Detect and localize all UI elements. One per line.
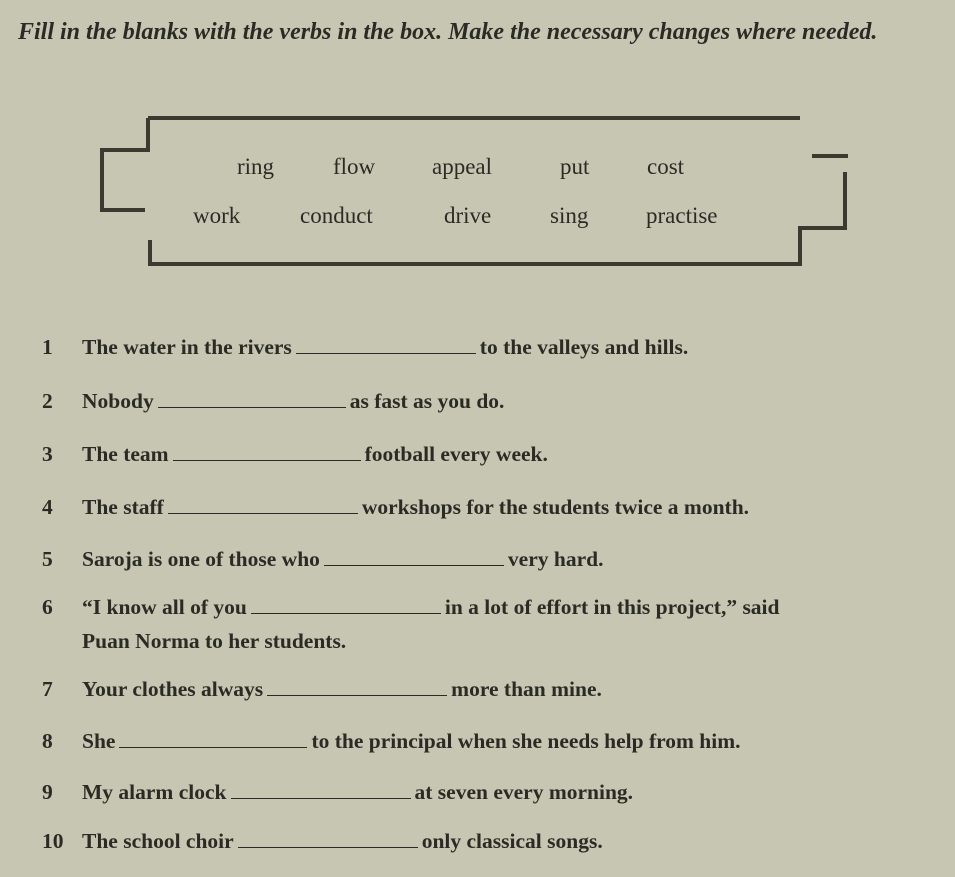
word-practise: practise xyxy=(646,203,718,228)
item-number: 1 xyxy=(42,335,53,359)
item-text-before: Your clothes always xyxy=(82,677,264,701)
exercise-item-9 xyxy=(42,780,633,805)
item-6-continuation: Puan Norma to her students. xyxy=(82,629,347,653)
exercise-item-4 xyxy=(42,495,749,520)
item-text-before: “I know all of you xyxy=(82,595,247,619)
word-drive: drive xyxy=(444,203,492,228)
item-number: 9 xyxy=(42,780,53,804)
item-text-after: only classical songs. xyxy=(421,829,603,853)
word-flow: flow xyxy=(333,154,376,179)
exercise-item-8 xyxy=(42,729,741,754)
item-text-after: in a lot of effort in this project,” said xyxy=(444,595,780,619)
answer-blank[interactable] xyxy=(251,613,441,614)
answer-blank[interactable] xyxy=(324,565,504,566)
item-text-after: to the valleys and hills. xyxy=(479,335,689,359)
item-number: 2 xyxy=(42,389,53,413)
item-number: 10 xyxy=(42,829,64,853)
answer-blank[interactable] xyxy=(238,847,418,848)
word-cost: cost xyxy=(647,154,685,179)
answer-blank[interactable] xyxy=(173,460,361,461)
word-box-frame xyxy=(0,0,955,300)
item-text-after: at seven every morning. xyxy=(414,780,634,804)
answer-blank[interactable] xyxy=(158,407,346,408)
exercise-item-10 xyxy=(42,829,603,854)
item-text-before: Nobody xyxy=(82,389,154,413)
answer-blank[interactable] xyxy=(231,798,411,799)
word-ring: ring xyxy=(237,154,275,179)
item-text-before: My alarm clock xyxy=(82,780,227,804)
word-appeal: appeal xyxy=(432,154,493,179)
word-conduct: conduct xyxy=(300,203,373,228)
item-text-after: very hard. xyxy=(507,547,604,571)
item-text-before: Saroja is one of those who xyxy=(82,547,320,571)
item-number: 8 xyxy=(42,729,53,753)
word-put: put xyxy=(560,154,590,179)
exercise-item-1 xyxy=(42,335,688,360)
exercise-item-3 xyxy=(42,442,548,467)
exercise-item-2 xyxy=(42,389,504,414)
item-number: 3 xyxy=(42,442,53,466)
item-text-before: The water in the rivers xyxy=(82,335,292,359)
item-number: 6 xyxy=(42,595,53,619)
item-text-before: She xyxy=(82,729,116,753)
item-text-after: more than mine. xyxy=(451,677,602,701)
instructions: Fill in the blanks with the verbs in the box. Make the necessary changes where needed. xyxy=(18,19,878,45)
item-text-after: football every week. xyxy=(364,442,548,466)
exercise-item-5 xyxy=(42,547,603,572)
answer-blank[interactable] xyxy=(119,747,307,748)
item-number: 4 xyxy=(42,495,53,519)
exercise-item-7 xyxy=(42,677,602,702)
exercise-item-6 xyxy=(42,595,780,620)
item-text-before: The school choir xyxy=(82,829,234,853)
item-text-after: to the principal when she needs help from him. xyxy=(311,729,741,753)
item-text-after: workshops for the students twice a month. xyxy=(361,495,750,519)
item-text-after: as fast as you do. xyxy=(349,389,505,413)
answer-blank[interactable] xyxy=(296,353,476,354)
item-number: 5 xyxy=(42,547,53,571)
word-work: work xyxy=(193,203,241,228)
item-text-before: The team xyxy=(82,442,169,466)
item-number: 7 xyxy=(42,677,53,701)
answer-blank[interactable] xyxy=(267,695,447,696)
word-sing: sing xyxy=(550,203,589,228)
answer-blank[interactable] xyxy=(168,513,358,514)
item-text-before: The staff xyxy=(82,495,164,519)
